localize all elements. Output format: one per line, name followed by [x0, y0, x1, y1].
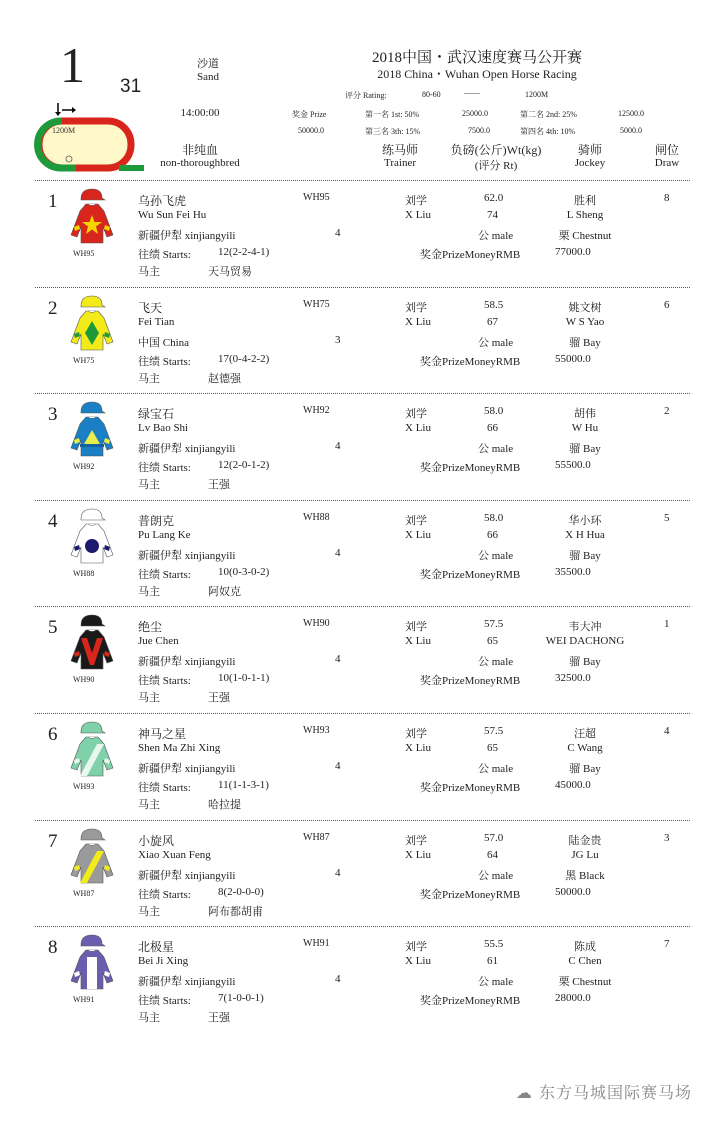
prize-money-label: 奖金PrizeMoneyRMB [420, 462, 521, 475]
col-jockey-cn: 骑师 [577, 143, 603, 157]
owner-label: 马主 [138, 372, 160, 385]
silk-code: WH90 [73, 675, 95, 685]
origin: 新疆伊犁 xinjiangyili [138, 549, 236, 562]
jockey-en: C Chen [568, 955, 602, 968]
owner-label: 马主 [138, 266, 160, 278]
prize-2nd: 第二名 2nd: 25% [520, 110, 577, 119]
draw: 8 [664, 192, 670, 204]
prize-money: 35500.0 [555, 565, 591, 578]
owner-label: 马主 [138, 479, 160, 492]
rating: 66 [487, 528, 498, 541]
horse-name-en: Bei Ji Xing [138, 955, 189, 968]
prize-total: 50000.0 [298, 126, 324, 135]
horse-name-cn: 北极星 [138, 940, 175, 955]
trainer-en: X Liu [405, 422, 431, 435]
weight: 55.5 [484, 938, 504, 951]
race-title-en: 2018 China・Wuhan Open Horse Racing [377, 67, 577, 81]
runner-row [35, 287, 690, 394]
owner: 赵德强 [208, 372, 241, 385]
owner: 天马贸易 [208, 266, 252, 278]
jockey-en: C Wang [567, 741, 603, 754]
jockey-en: L Sheng [566, 209, 604, 221]
horse-code: WH93 [303, 724, 330, 736]
sex: 公 male [478, 443, 514, 456]
starts: 8(2-0-0-0) [218, 885, 264, 898]
owner-label: 马主 [138, 798, 160, 811]
prize-2nd-value: 12500.0 [618, 109, 644, 118]
trainer-cn: 刘学 [405, 195, 427, 207]
draw: 6 [664, 298, 670, 311]
breed-en: non-thoroughbred [160, 157, 240, 169]
prize-money: 28000.0 [555, 992, 591, 1005]
prize-money: 55500.0 [555, 459, 591, 472]
sex: 公 male [478, 230, 514, 242]
rating-value: 80-60 [422, 90, 441, 99]
prize-money: 45000.0 [555, 778, 591, 791]
col-weight-en: (评分 Rt) [474, 160, 518, 172]
horse-name-en: Wu Sun Fei Hu [138, 209, 207, 221]
trainer-en: X Liu [405, 209, 431, 221]
horse-color: 黑 Black [565, 869, 605, 882]
prize-money-label: 奖金PrizeMoneyRMB [420, 675, 521, 688]
horse-name-cn: 神马之星 [138, 726, 187, 741]
watermark: ☁ 东方马城国际赛马场 [515, 1083, 692, 1102]
weight: 58.5 [484, 298, 504, 311]
age: 4 [335, 973, 341, 986]
saddle-number: 4 [48, 510, 58, 532]
trainer-cn: 刘学 [405, 408, 427, 421]
col-draw-cn: 闸位 [654, 143, 680, 157]
racing-silks-icon [67, 827, 117, 889]
sex: 公 male [478, 549, 514, 562]
draw: 7 [664, 938, 670, 951]
horse-color: 骝 Bay [569, 336, 601, 349]
age: 4 [335, 227, 341, 239]
saddle-number: 7 [48, 830, 58, 852]
owner-label: 马主 [138, 692, 160, 705]
sex: 公 male [478, 869, 514, 882]
starts-label: 往绩 Starts: [138, 781, 191, 794]
horse-code: WH95 [303, 192, 330, 203]
col-trainer-en: Trainer [384, 157, 416, 169]
rating-dash: —— [464, 88, 480, 97]
rating: 64 [487, 848, 498, 861]
silk-code: WH87 [73, 888, 95, 898]
jockey-cn: 华小环 [568, 514, 602, 527]
trainer-cn: 刘学 [405, 834, 427, 847]
horse-name-cn: 乌孙飞虎 [138, 194, 187, 208]
runner-row [35, 820, 690, 927]
origin: 中国 China [138, 336, 190, 349]
horse-name-cn: 普朗克 [138, 513, 175, 528]
origin: 新疆伊犁 xinjiangyili [138, 656, 236, 669]
horse-color: 栗 Chestnut [558, 230, 612, 242]
starts-label: 往绩 Starts: [138, 888, 191, 901]
sex: 公 male [478, 656, 514, 669]
surface-en: Sand [197, 71, 219, 83]
trainer-cn: 刘学 [405, 514, 427, 527]
origin: 新疆伊犁 xinjiangyili [138, 762, 236, 775]
saddle-number: 3 [48, 404, 58, 426]
jockey-en: X H Hua [565, 528, 605, 541]
rating: 65 [487, 635, 498, 648]
origin: 新疆伊犁 xinjiangyili [138, 443, 236, 456]
race-code: 31 [120, 76, 142, 97]
owner: 王强 [208, 692, 230, 705]
rating: 61 [487, 955, 498, 968]
horse-code: WH75 [303, 298, 330, 310]
rating: 74 [487, 209, 498, 221]
jockey-cn: 陆金贵 [568, 834, 602, 847]
horse-code: WH87 [303, 831, 330, 843]
trainer-en: X Liu [405, 848, 431, 861]
prize-3rd: 第三名 3th: 15% [365, 127, 421, 136]
horse-code: WH90 [303, 618, 330, 630]
age: 4 [335, 546, 341, 559]
origin: 新疆伊犁 xinjiangyili [138, 230, 236, 242]
silk-code: WH88 [73, 568, 95, 578]
racing-silks-icon [67, 933, 117, 995]
prize-money-label: 奖金PrizeMoneyRMB [420, 888, 521, 901]
trainer-en: X Liu [405, 315, 431, 328]
rating: 66 [487, 422, 498, 435]
race-time: 14:00:00 [180, 107, 220, 119]
race-title-cn: 2018中国・武汉速度赛马公开赛 [371, 50, 583, 66]
starts-label: 往绩 Starts: [138, 462, 191, 475]
starts-label: 往绩 Starts: [138, 568, 191, 581]
prize-label: 奖金 Prize [292, 110, 327, 119]
wechat-icon: ☁ [515, 1083, 539, 1102]
saddle-number: 2 [48, 297, 58, 319]
age: 3 [335, 333, 341, 346]
saddle-number: 5 [48, 617, 58, 639]
sex: 公 male [478, 336, 514, 349]
racing-silks-icon [67, 507, 117, 569]
trainer-en: X Liu [405, 528, 431, 541]
weight: 57.0 [484, 831, 504, 844]
prize-money-label: 奖金PrizeMoneyRMB [420, 781, 521, 794]
prize-money-label: 奖金PrizeMoneyRMB [420, 355, 521, 368]
jockey-cn: 汪超 [574, 727, 596, 740]
racing-silks-icon [67, 720, 117, 782]
saddle-number: 6 [48, 723, 58, 745]
horse-color: 骝 Bay [569, 656, 601, 669]
jockey-cn: 胜利 [574, 195, 596, 207]
prize-4th-value: 5000.0 [620, 126, 642, 135]
track-distance: 1200M [52, 126, 76, 135]
prize-money-label: 奖金PrizeMoneyRMB [420, 995, 521, 1008]
draw: 4 [664, 724, 670, 737]
horse-name-en: Jue Chen [138, 635, 179, 648]
racing-silks-icon [67, 187, 117, 249]
starts-label: 往绩 Starts: [138, 675, 191, 688]
runner-list [35, 180, 690, 1033]
prize-money: 55000.0 [555, 352, 591, 365]
owner: 阿奴克 [208, 585, 241, 598]
starts-label: 往绩 Starts: [138, 995, 191, 1008]
horse-name-en: Pu Lang Ke [138, 528, 191, 541]
prize-1st: 第一名 1st: 50% [365, 110, 420, 119]
distance: 1200M [525, 90, 549, 99]
origin: 新疆伊犁 xinjiangyili [138, 869, 236, 882]
horse-name-cn: 绝尘 [138, 620, 163, 635]
horse-code: WH88 [303, 511, 330, 523]
horse-code: WH92 [303, 405, 330, 417]
trainer-en: X Liu [405, 741, 431, 754]
starts: 17(0-4-2-2) [218, 352, 270, 365]
silk-code: WH91 [73, 995, 95, 1005]
col-trainer-cn: 练马师 [381, 143, 419, 157]
trainer-cn: 刘学 [405, 301, 427, 314]
runner-row [35, 180, 690, 287]
weight: 58.0 [484, 511, 504, 524]
sex: 公 male [478, 762, 514, 775]
rating-label: 评分 Rating: [345, 91, 387, 100]
age: 4 [335, 440, 341, 453]
weight: 58.0 [484, 405, 504, 418]
starts: 7(1-0-0-1) [218, 992, 264, 1005]
owner-label: 马主 [138, 905, 160, 918]
starts-label: 往绩 Starts: [138, 249, 191, 261]
silk-code: WH95 [73, 249, 95, 258]
prize-1st-value: 25000.0 [462, 109, 488, 118]
owner: 哈拉提 [208, 798, 241, 811]
owner-label: 马主 [138, 1012, 160, 1025]
draw: 5 [664, 511, 670, 524]
horse-name-en: Fei Tian [138, 315, 175, 328]
runner-row [35, 393, 690, 500]
age: 4 [335, 759, 341, 772]
saddle-number: 1 [48, 191, 58, 212]
jockey-cn: 胡伟 [574, 408, 596, 421]
horse-name-en: Xiao Xuan Feng [138, 848, 211, 861]
weight: 62.0 [484, 192, 504, 204]
silk-code: WH92 [73, 462, 95, 472]
runner-row [35, 926, 690, 1033]
owner: 王强 [208, 479, 230, 492]
owner-label: 马主 [138, 585, 160, 598]
draw: 1 [664, 618, 670, 631]
horse-name-cn: 绿宝石 [138, 407, 175, 422]
col-weight-cn: 负磅(公斤)Wt(kg) [450, 143, 542, 157]
prize-money: 32500.0 [555, 672, 591, 685]
draw: 3 [664, 831, 670, 844]
race-number: 1 [60, 37, 85, 93]
jockey-en: JG Lu [571, 848, 599, 861]
weight: 57.5 [484, 724, 504, 737]
weight: 57.5 [484, 618, 504, 631]
horse-color: 骝 Bay [569, 443, 601, 456]
col-jockey-en: Jockey [574, 157, 606, 169]
runner-row [35, 606, 690, 713]
owner: 王强 [208, 1012, 230, 1025]
trainer-cn: 刘学 [405, 621, 427, 634]
racing-silks-icon [67, 400, 117, 462]
prize-money-label: 奖金PrizeMoneyRMB [420, 568, 521, 581]
sex: 公 male [478, 976, 514, 989]
runner-row [35, 713, 690, 820]
age: 4 [335, 653, 341, 666]
prize-3rd-value: 7500.0 [468, 126, 490, 135]
trainer-cn: 刘学 [405, 727, 427, 740]
horse-name-cn: 小旋风 [138, 833, 175, 848]
saddle-number: 8 [48, 937, 58, 959]
horse-code: WH91 [303, 938, 330, 950]
prize-money-label: 奖金PrizeMoneyRMB [420, 249, 521, 261]
starts: 10(0-3-0-2) [218, 565, 270, 578]
track-map-icon [34, 100, 146, 176]
starts: 12(2-2-4-1) [218, 246, 270, 258]
horse-color: 骝 Bay [569, 549, 601, 562]
prize-4th: 第四名 4th: 10% [520, 127, 576, 136]
prize-money: 50000.0 [555, 885, 591, 898]
age: 4 [335, 866, 341, 879]
silk-code: WH75 [73, 355, 95, 365]
draw: 2 [664, 405, 670, 418]
runner-row [35, 500, 690, 607]
horse-color: 栗 Chestnut [558, 976, 612, 989]
trainer-cn: 刘学 [405, 941, 427, 954]
owner: 阿布都胡甫 [208, 905, 263, 918]
jockey-cn: 韦大冲 [568, 621, 602, 634]
origin: 新疆伊犁 xinjiangyili [138, 976, 236, 989]
trainer-en: X Liu [405, 955, 431, 968]
starts: 10(1-0-1-1) [218, 672, 270, 685]
jockey-cn: 姚文树 [568, 301, 602, 314]
starts: 12(2-0-1-2) [218, 459, 270, 472]
breed-cn: 非纯血 [181, 143, 219, 157]
racing-silks-icon [67, 294, 117, 356]
starts: 11(1-1-3-1) [218, 778, 269, 791]
col-draw-en: Draw [654, 157, 680, 169]
rating: 67 [487, 315, 498, 328]
horse-name-en: Lv Bao Shi [138, 422, 189, 435]
trainer-en: X Liu [405, 635, 431, 648]
surface-cn: 沙道 [197, 58, 219, 70]
rating: 65 [487, 741, 498, 754]
prize-money: 77000.0 [555, 246, 591, 258]
jockey-en: WEI DACHONG [545, 635, 625, 648]
jockey-cn: 陈成 [574, 941, 596, 954]
horse-name-en: Shen Ma Zhi Xing [138, 741, 221, 754]
jockey-en: W S Yao [565, 315, 605, 328]
silk-code: WH93 [73, 781, 95, 791]
horse-name-cn: 飞天 [138, 300, 163, 315]
racing-silks-icon [67, 613, 117, 675]
starts-label: 往绩 Starts: [138, 355, 191, 368]
horse-color: 骝 Bay [569, 762, 601, 775]
jockey-en: W Hu [571, 422, 599, 435]
